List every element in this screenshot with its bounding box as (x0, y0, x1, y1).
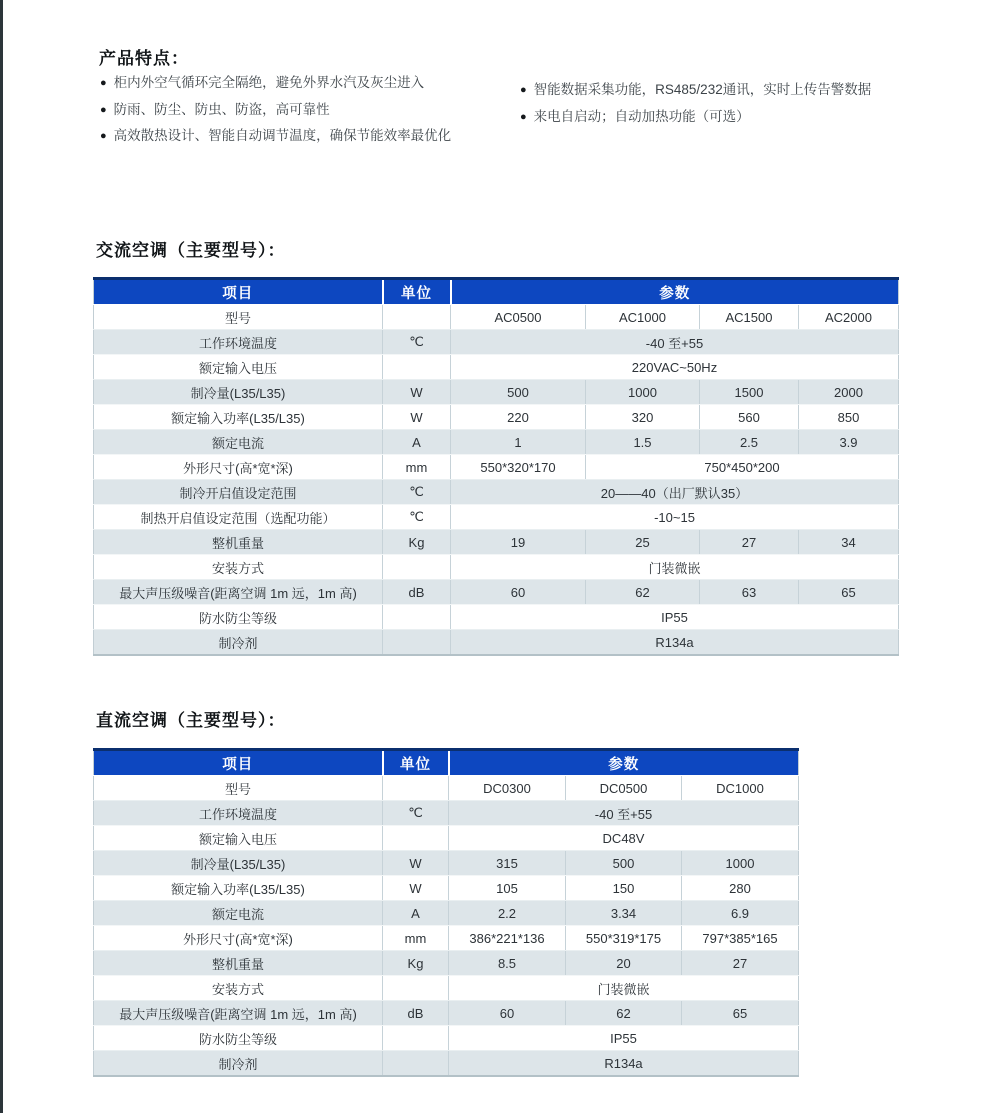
spec-value: 门装微嵌 (449, 976, 799, 1001)
spec-unit: W (383, 380, 451, 405)
spec-label: 制热开启值设定范围（选配功能） (94, 505, 383, 530)
spec-value: 60 (449, 1001, 566, 1026)
col-header-unit: 单位 (383, 750, 449, 776)
spec-unit (383, 355, 451, 380)
spec-value: DC0500 (566, 776, 682, 801)
spec-unit: dB (383, 580, 451, 605)
spec-row (94, 901, 799, 926)
spec-label: 额定输入功率(L35/L35) (94, 876, 383, 901)
spec-unit: ℃ (383, 330, 451, 355)
spec-value: R134a (451, 630, 899, 656)
feature-item (100, 123, 451, 150)
spec-unit: dB (383, 1001, 449, 1026)
spec-value: 63 (700, 580, 799, 605)
spec-label: 外形尺寸(高*宽*深) (94, 455, 383, 480)
spec-value: 550*319*175 (566, 926, 682, 951)
spec-value: 60 (451, 580, 586, 605)
feature-item (520, 104, 871, 131)
spec-value: 3.34 (566, 901, 682, 926)
spec-unit (383, 976, 449, 1001)
feature-text: 防雨、防尘、防虫、防盗，高可靠性 (113, 101, 330, 117)
spec-value: 797*385*165 (682, 926, 799, 951)
spec-value: 500 (451, 380, 586, 405)
ac-table-container (93, 277, 898, 656)
spec-value: 220VAC~50Hz (451, 355, 899, 380)
spec-row (94, 630, 899, 656)
bullet-icon: ● (100, 77, 107, 89)
col-header-item: 项目 (94, 279, 383, 305)
spec-value: AC1000 (586, 305, 700, 330)
feature-text: 柜内外空气循环完全隔绝，避免外界水汽及灰尘进入 (113, 75, 425, 90)
dc-section-title: 直流空调（主要型号）： (96, 711, 286, 730)
spec-value: -40 至+55 (451, 330, 899, 355)
ac-section-title: 交流空调（主要型号）： (96, 241, 286, 260)
spec-label: 制冷开启值设定范围 (94, 480, 383, 505)
spec-row (94, 455, 899, 480)
bullet-icon: ● (520, 84, 527, 96)
feature-text: 智能数据采集功能，RS485/232通讯，实时上传告警数据 (533, 82, 872, 97)
spec-row (94, 305, 899, 330)
spec-value: 1000 (586, 380, 700, 405)
spec-value: 560 (700, 405, 799, 430)
spec-value: 62 (586, 580, 700, 605)
features-title: 产品特点： (99, 49, 189, 68)
features-list-right (520, 77, 871, 130)
spec-label: 额定输入功率(L35/L35) (94, 405, 383, 430)
spec-label: 额定输入电压 (94, 826, 383, 851)
ac-spec-table (93, 277, 899, 656)
spec-label: 工作环境温度 (94, 801, 383, 826)
spec-label: 制冷剂 (94, 1051, 383, 1077)
spec-value: 2000 (799, 380, 899, 405)
spec-label: 整机重量 (94, 951, 383, 976)
spec-row (94, 505, 899, 530)
spec-value: 65 (682, 1001, 799, 1026)
spec-row (94, 876, 799, 901)
spec-unit (383, 1026, 449, 1051)
feature-text: 高效散热设计、智能自动调节温度，确保节能效率最优化 (113, 128, 452, 143)
spec-value: 34 (799, 530, 899, 555)
spec-row (94, 1051, 799, 1077)
spec-value: 500 (566, 851, 682, 876)
spec-label: 制冷量(L35/L35) (94, 380, 383, 405)
spec-row (94, 405, 899, 430)
spec-label: 最大声压级噪音(距离空调 1m 远，1m 高) (94, 580, 383, 605)
dc-spec-table (93, 748, 799, 1077)
spec-unit: ℃ (383, 480, 451, 505)
spec-row (94, 826, 799, 851)
spec-unit: mm (383, 455, 451, 480)
spec-row (94, 330, 899, 355)
spec-row (94, 480, 899, 505)
spec-label: 工作环境温度 (94, 330, 383, 355)
spec-value: DC1000 (682, 776, 799, 801)
spec-value: IP55 (449, 1026, 799, 1051)
spec-value: 6.9 (682, 901, 799, 926)
spec-value: 门装微嵌 (451, 555, 899, 580)
features-list-left (100, 70, 451, 150)
spec-unit: Kg (383, 530, 451, 555)
spec-value: 320 (586, 405, 700, 430)
spec-value: 25 (586, 530, 700, 555)
spec-unit: Kg (383, 951, 449, 976)
bullet-icon: ● (520, 110, 527, 123)
spec-value: 550*320*170 (451, 455, 586, 480)
spec-row (94, 776, 799, 801)
spec-value: 386*221*136 (449, 926, 566, 951)
spec-value: 850 (799, 405, 899, 430)
spec-value: 1.5 (586, 430, 700, 455)
spec-value: 62 (566, 1001, 682, 1026)
bullet-icon: ● (100, 103, 107, 116)
feature-item (100, 70, 451, 97)
spec-label: 制冷量(L35/L35) (94, 851, 383, 876)
spec-unit: A (383, 901, 449, 926)
spec-unit (383, 630, 451, 656)
spec-unit (383, 826, 449, 851)
spec-label: 型号 (94, 305, 383, 330)
spec-value: DC0300 (449, 776, 566, 801)
col-header-item: 项目 (94, 750, 383, 776)
header-row (94, 750, 799, 776)
spec-value: DC48V (449, 826, 799, 851)
spec-value: 1500 (700, 380, 799, 405)
scan-edge-artifact (0, 0, 3, 1113)
spec-row (94, 355, 899, 380)
spec-label: 额定电流 (94, 901, 383, 926)
spec-row (94, 580, 899, 605)
spec-value: 1000 (682, 851, 799, 876)
bullet-icon: ● (100, 130, 107, 142)
spec-row (94, 605, 899, 630)
spec-value: 8.5 (449, 951, 566, 976)
spec-label: 外形尺寸(高*宽*深) (94, 926, 383, 951)
spec-row (94, 951, 799, 976)
feature-item (520, 77, 871, 104)
spec-label: 防水防尘等级 (94, 1026, 383, 1051)
spec-value: 20 (566, 951, 682, 976)
spec-unit: W (383, 405, 451, 430)
spec-unit (383, 605, 451, 630)
spec-label: 整机重量 (94, 530, 383, 555)
spec-unit: ℃ (383, 505, 451, 530)
spec-value: AC1500 (700, 305, 799, 330)
col-header-unit: 单位 (383, 279, 451, 305)
spec-value: 2.2 (449, 901, 566, 926)
spec-label: 安装方式 (94, 555, 383, 580)
spec-value: AC0500 (451, 305, 586, 330)
spec-row (94, 801, 799, 826)
spec-row (94, 555, 899, 580)
spec-value: 105 (449, 876, 566, 901)
spec-unit (383, 555, 451, 580)
spec-value: 1 (451, 430, 586, 455)
spec-label: 安装方式 (94, 976, 383, 1001)
spec-unit: W (383, 851, 449, 876)
dc-table-container (93, 748, 798, 1077)
spec-value: R134a (449, 1051, 799, 1077)
spec-label: 制冷剂 (94, 630, 383, 656)
col-header-params: 参数 (449, 750, 799, 776)
spec-value: 19 (451, 530, 586, 555)
spec-label: 防水防尘等级 (94, 605, 383, 630)
spec-row (94, 380, 899, 405)
spec-value: 280 (682, 876, 799, 901)
spec-label: 型号 (94, 776, 383, 801)
spec-row (94, 530, 899, 555)
spec-value: AC2000 (799, 305, 899, 330)
spec-unit (383, 776, 449, 801)
spec-value: -10~15 (451, 505, 899, 530)
spec-value: 27 (700, 530, 799, 555)
spec-label: 额定电流 (94, 430, 383, 455)
spec-value: IP55 (451, 605, 899, 630)
spec-value: 27 (682, 951, 799, 976)
col-header-params: 参数 (451, 279, 899, 305)
spec-unit: W (383, 876, 449, 901)
spec-value: 3.9 (799, 430, 899, 455)
header-row (94, 279, 899, 305)
spec-unit (383, 1051, 449, 1077)
spec-row (94, 1001, 799, 1026)
spec-unit (383, 305, 451, 330)
spec-row (94, 430, 899, 455)
feature-item (100, 97, 451, 124)
spec-value: 750*450*200 (586, 455, 899, 480)
spec-value: 150 (566, 876, 682, 901)
spec-value: 2.5 (700, 430, 799, 455)
spec-unit: A (383, 430, 451, 455)
spec-value: -40 至+55 (449, 801, 799, 826)
spec-row (94, 926, 799, 951)
spec-unit: ℃ (383, 801, 449, 826)
spec-label: 额定输入电压 (94, 355, 383, 380)
spec-row (94, 851, 799, 876)
spec-value: 220 (451, 405, 586, 430)
spec-value: 315 (449, 851, 566, 876)
spec-unit: mm (383, 926, 449, 951)
spec-value: 20——40（出厂默认35） (451, 480, 899, 505)
spec-label: 最大声压级噪音(距离空调 1m 远，1m 高) (94, 1001, 383, 1026)
spec-row (94, 1026, 799, 1051)
spec-row (94, 976, 799, 1001)
spec-value: 65 (799, 580, 899, 605)
feature-text: 来电自启动；自动加热功能（可选） (533, 108, 750, 124)
